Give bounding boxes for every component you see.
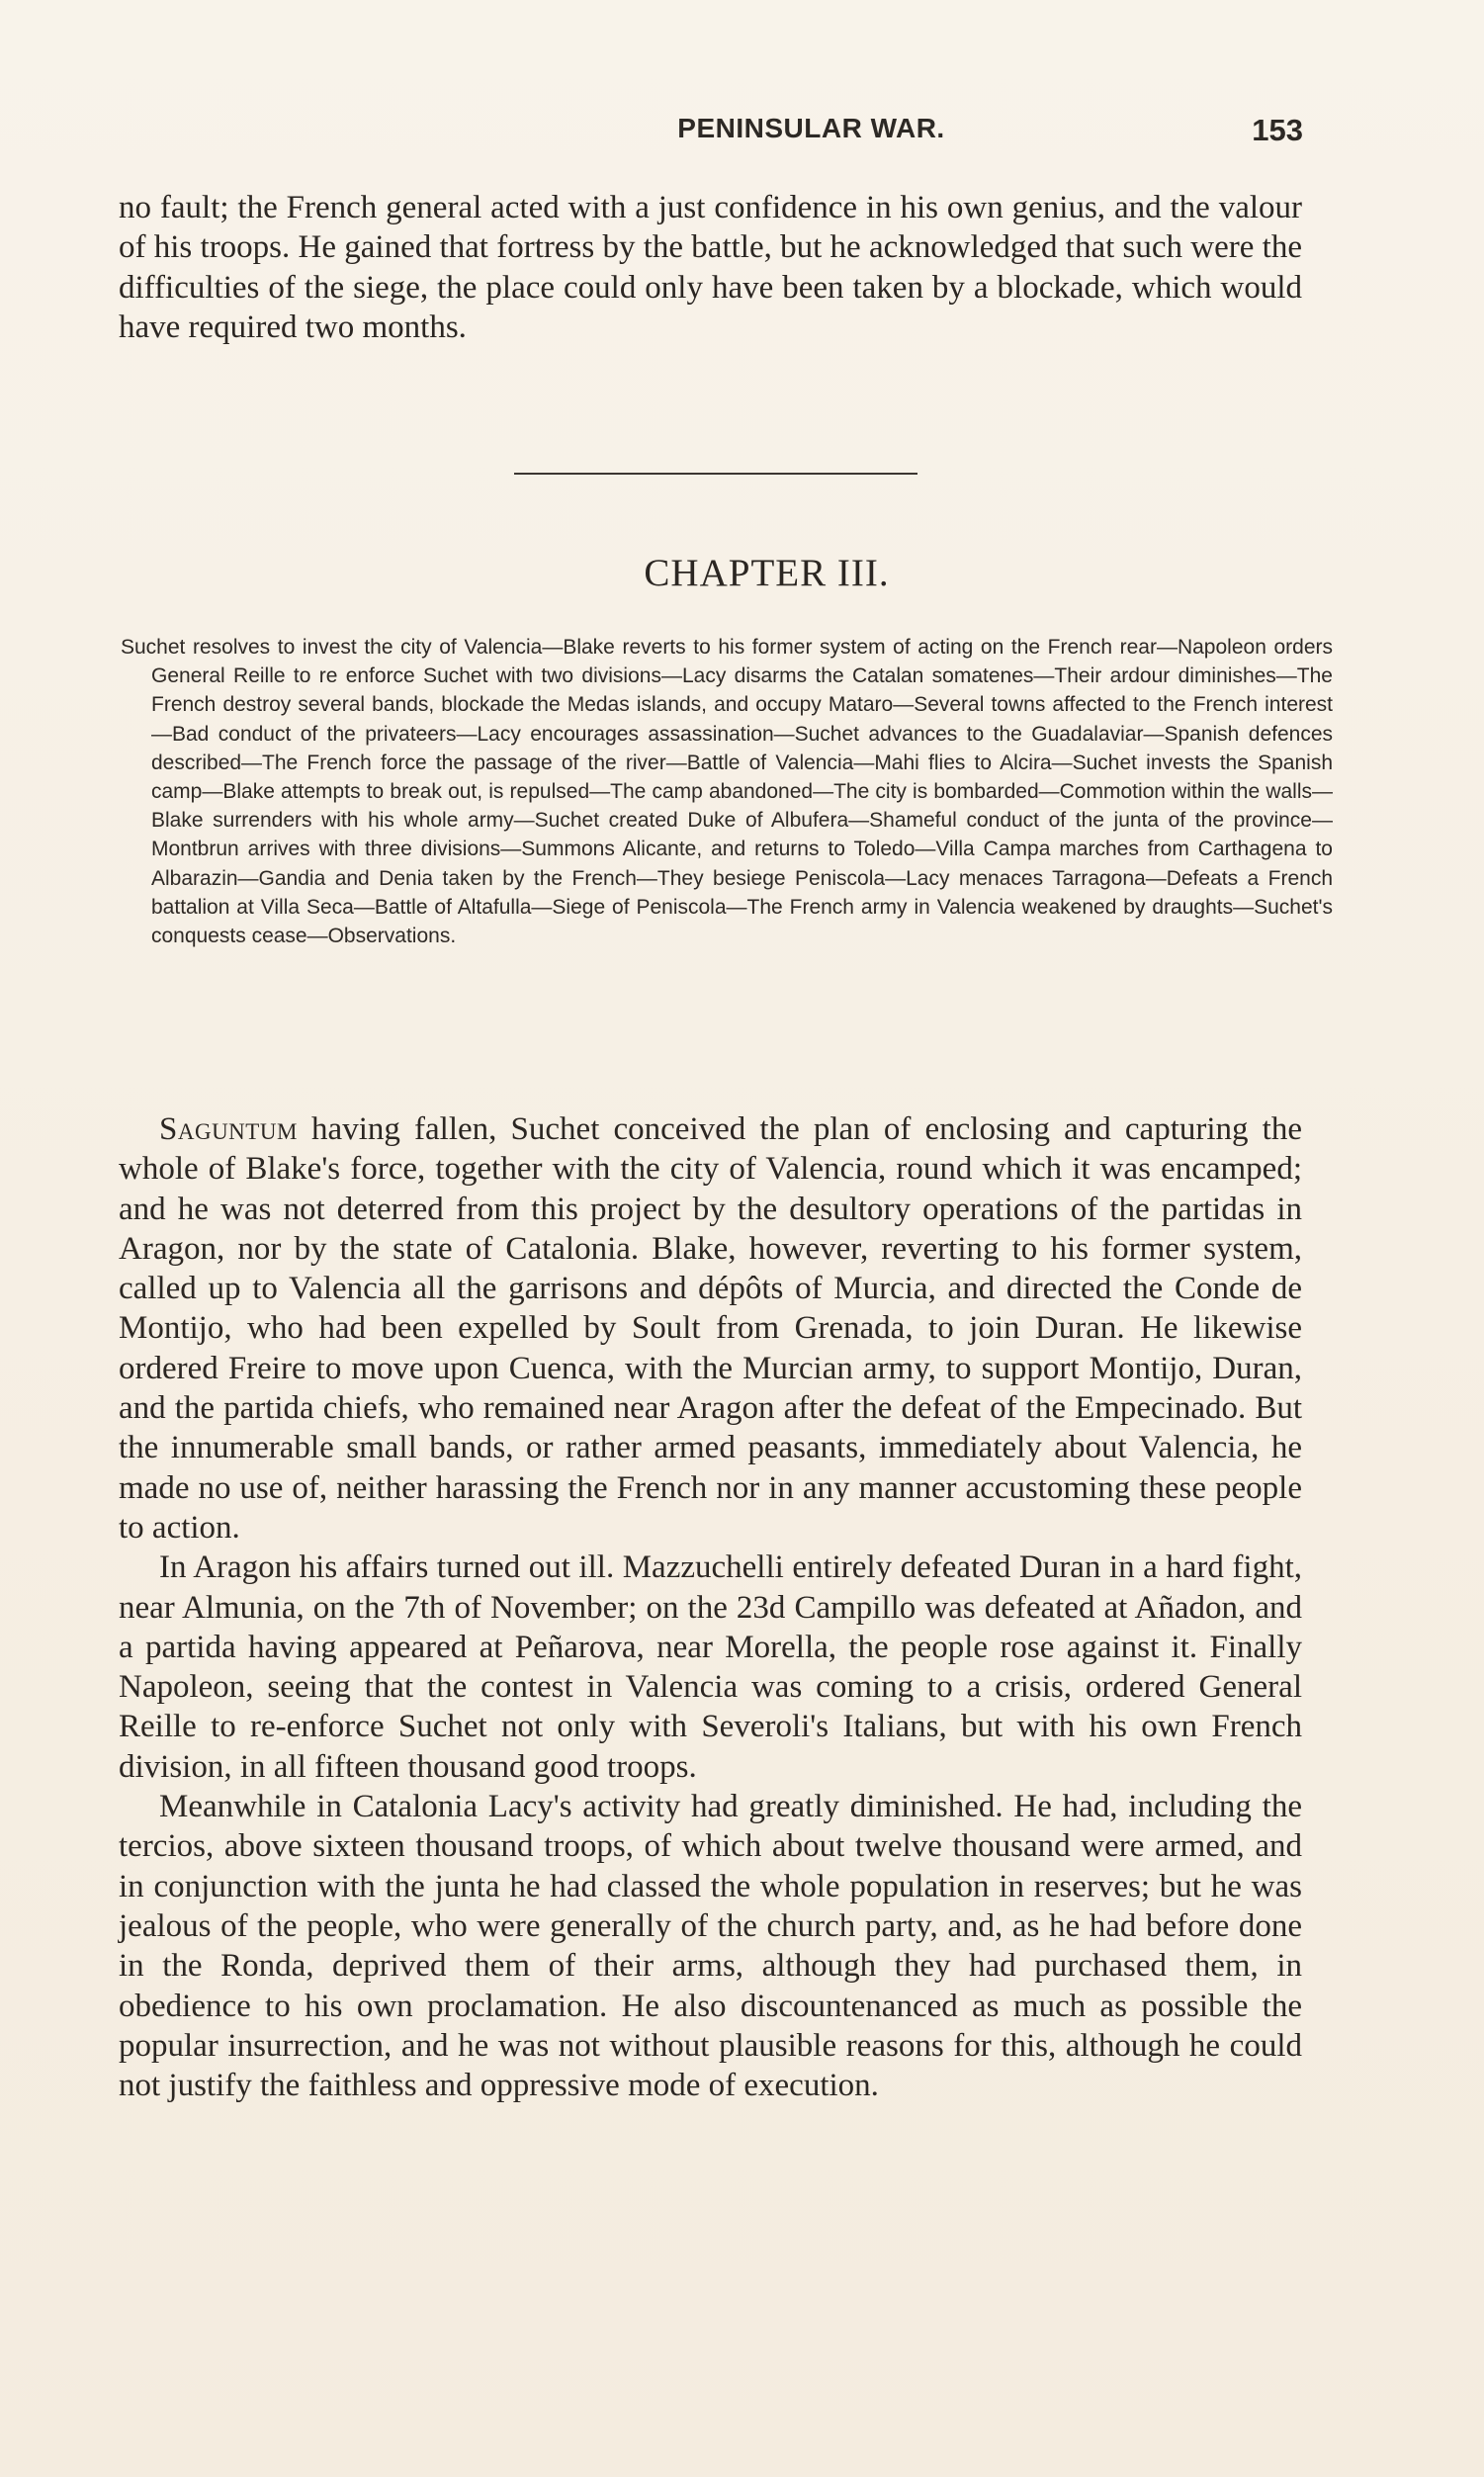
chapter-body (119, 1109, 1302, 2105)
page-number: 153 (1252, 113, 1303, 147)
opening-paragraph: no fault; the French general acted with a just confidence in his own genius, and the valour of his troops. He gained that fortress by the battle, but he acknowledged that such were the difficulties of the siege, the place could only have been taken by a blockade, which would have required two months. (119, 190, 1302, 345)
opening-word: Saguntum (159, 1111, 298, 1147)
section-divider (514, 473, 917, 475)
body-paragraph (119, 1109, 1302, 1548)
body-paragraph: Meanwhile in Catalonia Lacy's activity had greatly diminished. He had, including the tercios, above sixteen thousand troops, of which about twelve thousand were armed, and in conjunction with the junta he had classed the whole population in reserves; but he was jealous of the people, who were generally of the church party, and, as he had before done in the Ronda, deprived them of their arms, although they had purchased them, in obedience to his own proclamation. He also discountenanced as much as possible the popular insurrection, and he was not without plausible reasons for this, although he could not justify the faithless and oppressive mode of execution. (119, 1789, 1302, 2104)
running-title: PENINSULAR WAR. (677, 113, 945, 143)
opening-paragraph-block (119, 188, 1302, 347)
body-paragraph-text: having fallen, Suchet conceived the plan of enclosing and capturing the whole of Blake's force, together with the city of Valencia, round which it was encamped; and he was not deterred from this project by the desultory operations of the partidas in Aragon, nor by the state of Catalonia. Blake, however, reverting to his former system, called up to Valencia all the garrisons and dépôts of Murcia, and directed the Conde de Montijo, who had been expelled by Soult from Grenada, to join Duran. He likewise ordered Freire to move upon Cuenca, with the Murcian army, to support Montijo, Duran, and the partida chiefs, who remained near Aragon after the defeat of the Empecinado. But the innumerable small bands, or rather armed peasants, immediately about Valencia, he made no use of, neither harassing the French nor in any manner accustoming these people to action. (119, 1111, 1302, 1546)
chapter-summary: Suchet resolves to invest the city of Valencia—Blake reverts to his former system of acting on the French rear—Napoleon orders General Reille to re enforce Suchet with two divisions—Lacy disarms the Catalan somatenes—Their ardour diminishes—The French destroy several bands, blockade the Medas islands, and occupy Mataro—Several towns affected to the French interest—Bad conduct of the privateers—Lacy encourages assassination—Suchet advances to the Guadalaviar—Spanish defences described—The French force the passage of the river—Battle of Valencia—Mahi flies to Alcira—Suchet invests the Spanish camp—Blake attempts to break out, is repulsed—The camp abandoned—The city is bombarded—Commotion within the walls—Blake surrenders with his whole army—Suchet created Duke of Albufera—Shameful conduct of the junta of the province—Montbrun arrives with three divisions—Summons Alicante, and returns to Toledo—Villa Campa marches from Carthagena to Albarazin—Gandia and Denia taken by the French—They besiege Peniscola—Lacy menaces Tarragona—Defeats a French battalion at Villa Seca—Battle of Altafulla—Siege of Peniscola—The French army in Valencia weakened by draughts—Suchet's conquests cease—Observations. (121, 636, 1333, 948)
body-paragraph: In Aragon his affairs turned out ill. Mazzuchelli entirely defeated Duran in a hard fight, near Almunia, on the 7th of November; on the 23d Campillo was defeated at Añadon, and a partida having appeared at Peñarova, near Morella, the people rose against it. Finally Napoleon, seeing that the contest in Valencia was coming to a crisis, ordered General Reille to re-enforce Suchet not only with Severoli's Italians, but with his own French division, in all fifteen thousand good troops. (119, 1549, 1302, 1785)
chapter-heading: CHAPTER III. (644, 552, 890, 594)
